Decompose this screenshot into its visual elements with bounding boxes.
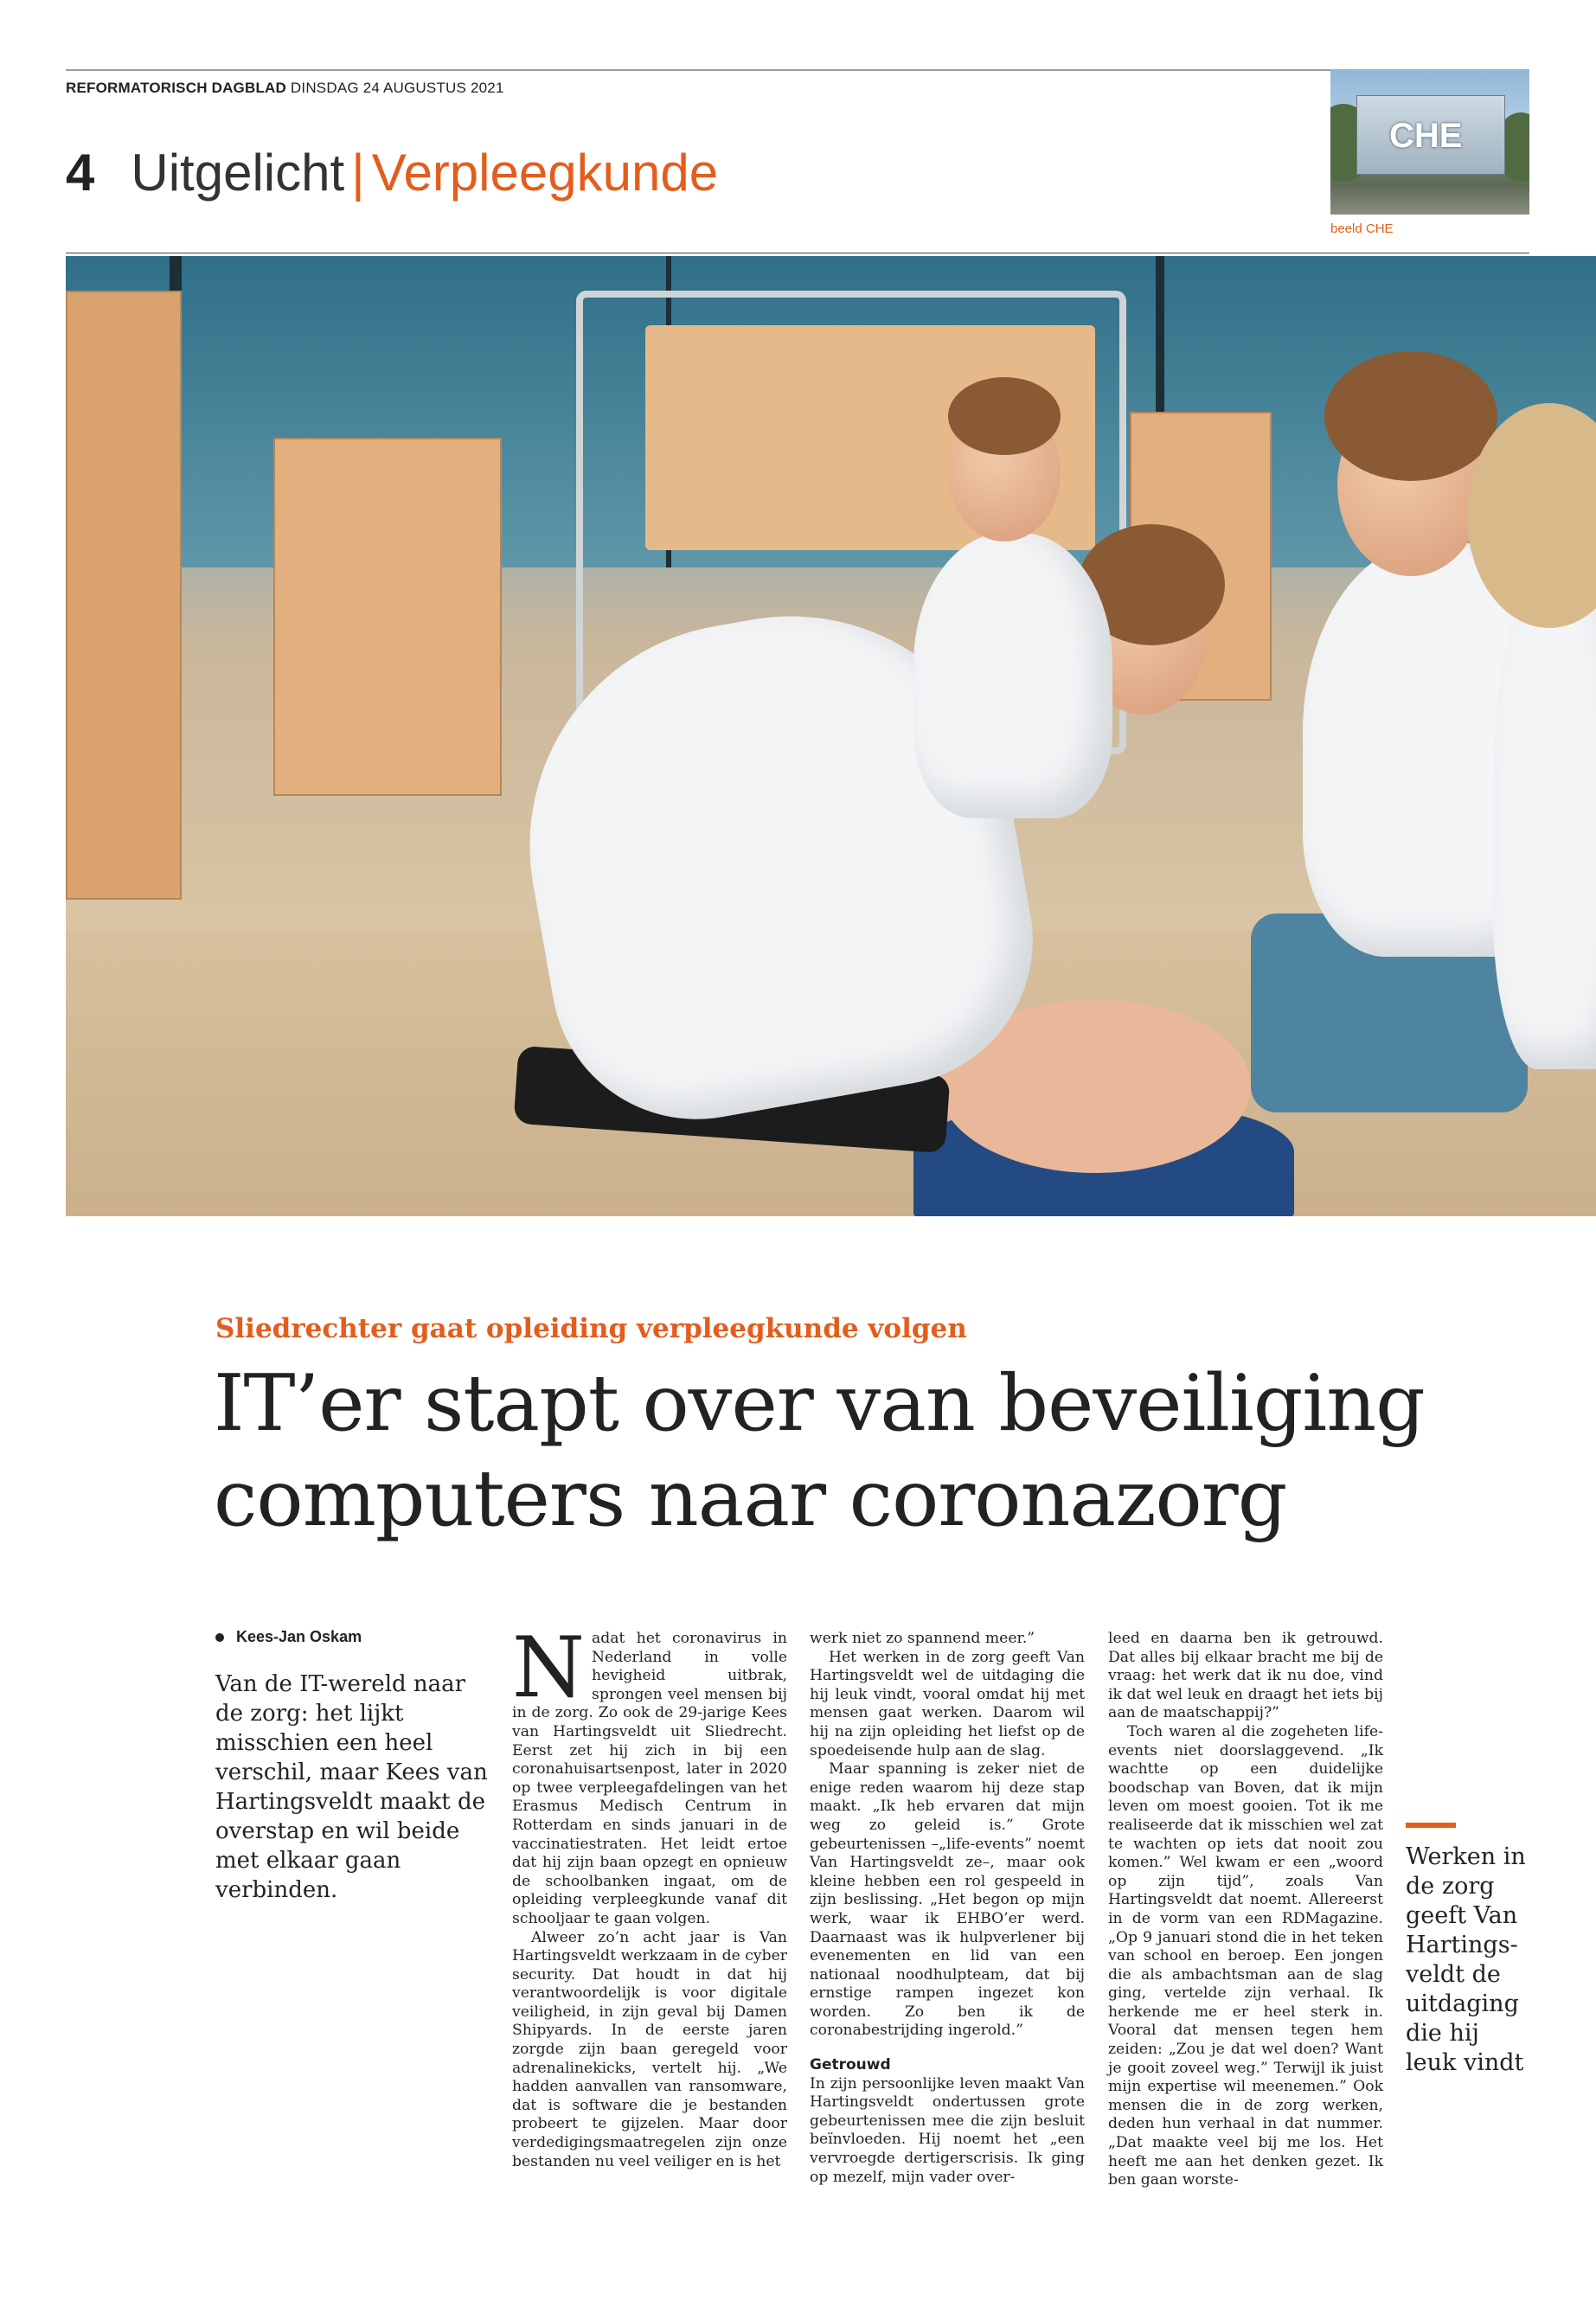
main-photo: [66, 256, 1596, 1216]
masthead: [66, 80, 504, 97]
section-title: Uitgelicht: [131, 144, 345, 202]
page-number: 4: [66, 144, 95, 202]
photo-credit: beeld CHE: [1330, 221, 1394, 236]
pull-quote: Werken in de zorg geeft Van Hartings-veldt de uitdaging die hij leuk vindt: [1406, 1843, 1526, 2076]
paper-name: REFORMATORISCH DAGBLAD: [66, 80, 286, 96]
article-headline: [214, 1356, 1468, 1547]
paragraph: In zijn persoonlijke leven maakt Van Hartingsveldt ondertussen grote gebeurtenissen mee die zijn besluit beïnvloeden. Hij noemt het „een vervroegde dertigerscrisis. Ik ging op mezelf, mijn vader over-: [810, 2074, 1085, 2186]
paragraph: leed en daarna ben ik getrouwd. Dat alles bij elkaar bracht me bij de vraag: het werk dat ik nu doe, vind ik dat wel leuk en draagt het iets bij aan de maatschappij?”: [1108, 1630, 1383, 1722]
body-column-3: [1108, 1630, 1383, 2190]
page-header: [66, 138, 718, 208]
body-column-2: [810, 1630, 1085, 2187]
subsection-title: Verpleegkunde: [371, 144, 719, 202]
subheading: Getrouwd: [810, 2056, 891, 2074]
byline: [215, 1628, 362, 1646]
article-kicker: Sliedrechter gaat opleiding verpleegkunde volgen: [215, 1313, 967, 1344]
paragraph: Nadat het coronavirus in Nederland in volle hevigheid uitbrak, sprongen veel mensen bij in de zorg. Zo ook de 29-jarige Kees van Hartingsveldt uit Sliedrecht. Eerst zet hij zich in bij een coronahuisartsenpost, later in 2020 op twee verpleegafdelingen van het Erasmus Medisch Centrum in Rotterdam en sinds januari in de vaccinatiestraten. Het leidt ertoe dat hij zijn baan opzegt en opnieuw de schoolbanken ingaat, om de opleiding verpleegkunde vanaf dit schooljaar te gaan volgen.: [512, 1619, 787, 1927]
author-name: Kees-Jan Oskam: [236, 1628, 362, 1645]
drop-cap: N: [512, 1619, 585, 1716]
paragraph: Maar spanning is zeker niet de enige reden waarom hij deze stap maakt. „Ik heb ervaren dat mijn weg zo geleid is.” Grote gebeurtenissen –„life-events” noemt Van Hartingsveldt ze–, maar ook kleine hebben een rol gespeeld in zijn beslissing. „Het begon op mijn werk, waar ik EHBO’er werd. Daarnaast was ik hulpverlener bij evenementen en lid van een nationaal noodhulpteam, dat bij ernstige rampen ingezet kon worden. Zo ben ik de coronabestrijding ingerold.”: [810, 1760, 1085, 2040]
headline-line-1: IT’er stapt over van beveiliging: [214, 1358, 1425, 1449]
paragraph: Toch waren al die zogeheten life-events niet doorslaggevend. „Ik wachtte op een duidelijke boodschap van Boven, dat ik mijn leven om moest gooien. Tot ik me realiseerde dat ik misschien wel zat te wachten op iets dat nooit zou komen.” Wel kwam er een „woord op zijn tijd”, zoals Van Hartingsveldt dat noemt. Allereerst in de vorm van een RDMagazine. „Op 9 januari stond die in het teken van school en beroep. Een jongen die als ambachtsman aan de slag ging, vertelde zijn verhaal. Ik herkende me er heel sterk in. Vooral dat mensen tegen hem zeiden: „Zou je dat wel doen? Want je gooit zoveel weg.” Terwijl ik juist mijn expertise wil meenemen.” Ook mensen die in de zorg werken, deden hun verhaal in dat nummer. „Dat maakte veel bij me los. Het heeft me aan het denken gezet. Ik ben gaan worste-: [1108, 1722, 1383, 2189]
top-rule: [66, 69, 1529, 71]
issue-date: DINSDAG 24 AUGUSTUS 2021: [290, 80, 504, 96]
section-separator: |: [351, 144, 365, 202]
paragraph: Alweer zo’n acht jaar is Van Hartingsveldt werkzaam in de cyber security. Dat houdt in dat hij verantwoordelijk is voor digitale veiligheid, in zijn geval bij Damen Shipyards. In de eerste jaren zorgde zijn baan geregeld voor adrenalinekicks, vertelt hij. „We hadden aanvallen van ransomware, dat is software die je bestanden probeert te gijzelen. Maar door verdedigingsmaatregelen zijn onze bestanden nu veel veiliger en is het: [512, 1928, 787, 2170]
body-column-1: [512, 1619, 787, 2171]
paragraph: werk niet zo spannend meer.”: [810, 1630, 1035, 1647]
article-intro: Van de IT-wereld naar de zorg: het lijkt misschien een heel verschil, maar Kees van Hartingsveldt maakt de overstap en wil beide met elkaar gaan verbinden.: [215, 1671, 488, 1903]
headline-line-2: computers naar coronazorg: [214, 1453, 1287, 1544]
thumbnail-photo: [1330, 69, 1529, 215]
paragraph: Het werken in de zorg geeft Van Hartingsveldt wel de uitdaging die hij leuk vindt, vooral omdat hij met mensen gaat werken. Daarom wil hij na zijn opleiding het liefst op de spoedeisende hulp aan de slag.: [810, 1648, 1085, 1759]
bullet-icon: [215, 1633, 224, 1642]
che-logo: CHE: [1389, 117, 1463, 155]
pull-quote-accent: [1406, 1823, 1456, 1828]
